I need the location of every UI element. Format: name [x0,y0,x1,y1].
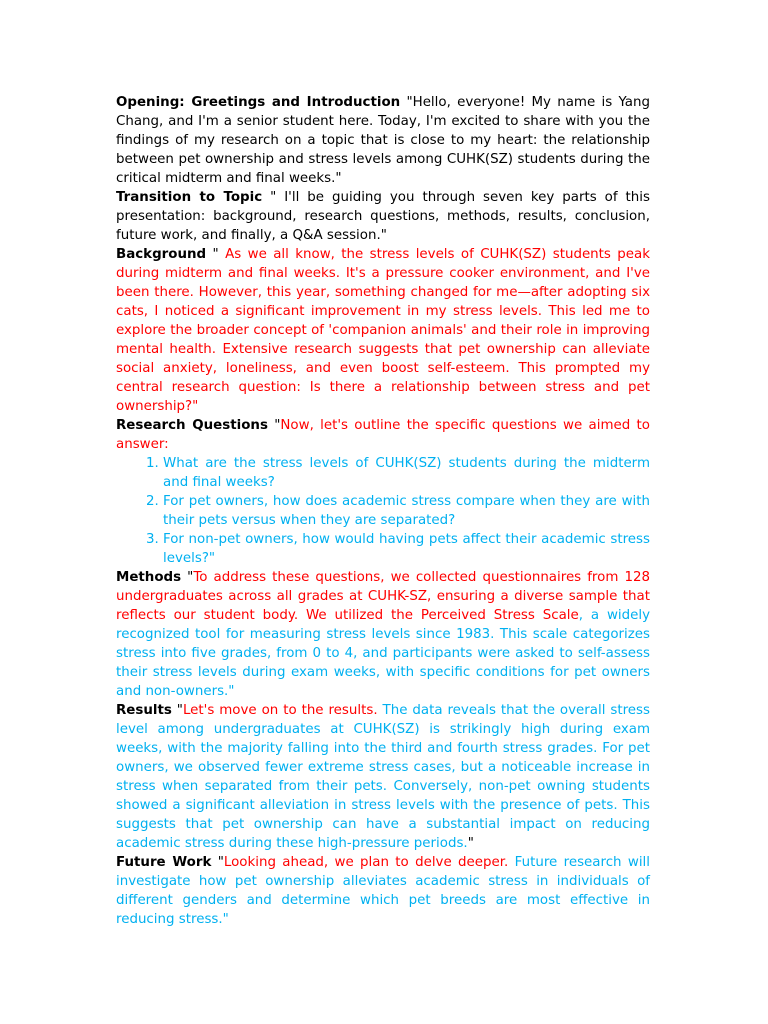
background-paragraph [116,245,650,416]
background-heading: Background [116,247,207,262]
results-paragraph [116,701,650,853]
opening-paragraph [116,93,650,188]
results-close-quote: " [467,836,474,851]
research-questions-open-quote: " [267,418,281,433]
future-work-heading: Future Work [116,855,212,870]
future-work-blue-text: Future research will investigate how pet ownership alleviates academic stress in individuals of different genders and determine which pet breeds are most effective in reducing stress." [116,855,650,927]
background-open-quote: " [206,247,226,262]
opening-text: "Hello, everyone! My name is Yang Chang, and I'm a senior student here. Today, I'm excited to share with you the findings of my research on a topic that is close to my heart: the relationship between pet ownership and stress levels among CUHK(SZ) students during the critical midterm and final weeks." [116,95,650,186]
research-questions-list [116,454,650,568]
future-work-open-quote: " [211,855,224,870]
research-questions-intro: Now, let's outline the specific questions we aimed to answer: [116,418,650,452]
results-open-quote: " [171,703,183,718]
transition-text: " I'll be guiding you through seven key parts of this presentation: background, research questions, methods, results, conclusion, future work, and finally, a Q&A session." [116,190,650,243]
results-blue-text: The data reveals that the overall stress level among undergraduates at CUHK(SZ) is strikingly high during exam weeks, with the majority falling into the third and fourth stress grades. For pet owners, we observed fewer extreme stress cases, but a noticeable increase in stress when separated from their pets. Conversely, non-pet owning students showed a significant alleviation in stress levels with the presence of pets. This suggests that pet ownership can have a substantial impact on reducing academic stress during these high-pressure periods. [116,703,650,851]
methods-open-quote: " [181,570,194,585]
research-questions-paragraph [116,416,650,454]
list-item: 1. What are the stress levels of CUHK(SZ) students during the midterm and final weeks? [163,454,650,492]
research-questions-heading: Research Questions [116,418,268,433]
speech-document [116,93,650,929]
methods-blue-text: , a widely recognized tool for measuring stress levels since 1983. This scale categorizes stress into five grades, from 0 to 4, and participants were asked to self-assess their stress levels during exam weeks, with specific conditions for pet owners and non-owners." [116,608,651,699]
results-red-text: Let's move on to the results. [182,703,378,718]
transition-paragraph [116,188,650,245]
results-heading: Results [116,703,172,718]
background-text: As we all know, the stress levels of CUHK(SZ) students peak during midterm and final weeks. It's a pressure cooker environment, and I've been there. However, this year, something changed for me—after adopting six cats, I noticed a significant improvement in my stress levels. This led me to explore the broader concept of 'companion animals' and their role in improving mental health. Extensive research suggests that pet ownership can alleviate social anxiety, loneliness, and even boost self-esteem. This prompted my central research question: Is there a relationship between stress and pet ownership?" [116,247,650,414]
list-item: 2. For pet owners, how does academic stress compare when they are with their pets versus when they are separated? [163,492,650,530]
methods-heading: Methods [116,570,182,585]
methods-red-text: To address these questions, we collected questionnaires from 128 undergraduates across all grades at CUHK-SZ, ensuring a diverse sample that reflects our student body. We utilized the Perceived Stress Scale [116,570,651,623]
future-work-red-text: Looking ahead, we plan to delve deeper. [223,855,509,870]
future-work-paragraph [116,853,650,929]
transition-heading: Transition to Topic [116,190,263,205]
methods-paragraph [116,568,650,701]
opening-heading: Opening: Greetings and Introduction [116,95,401,110]
list-item: 3. For non-pet owners, how would having pets affect their academic stress levels?" [163,530,650,568]
